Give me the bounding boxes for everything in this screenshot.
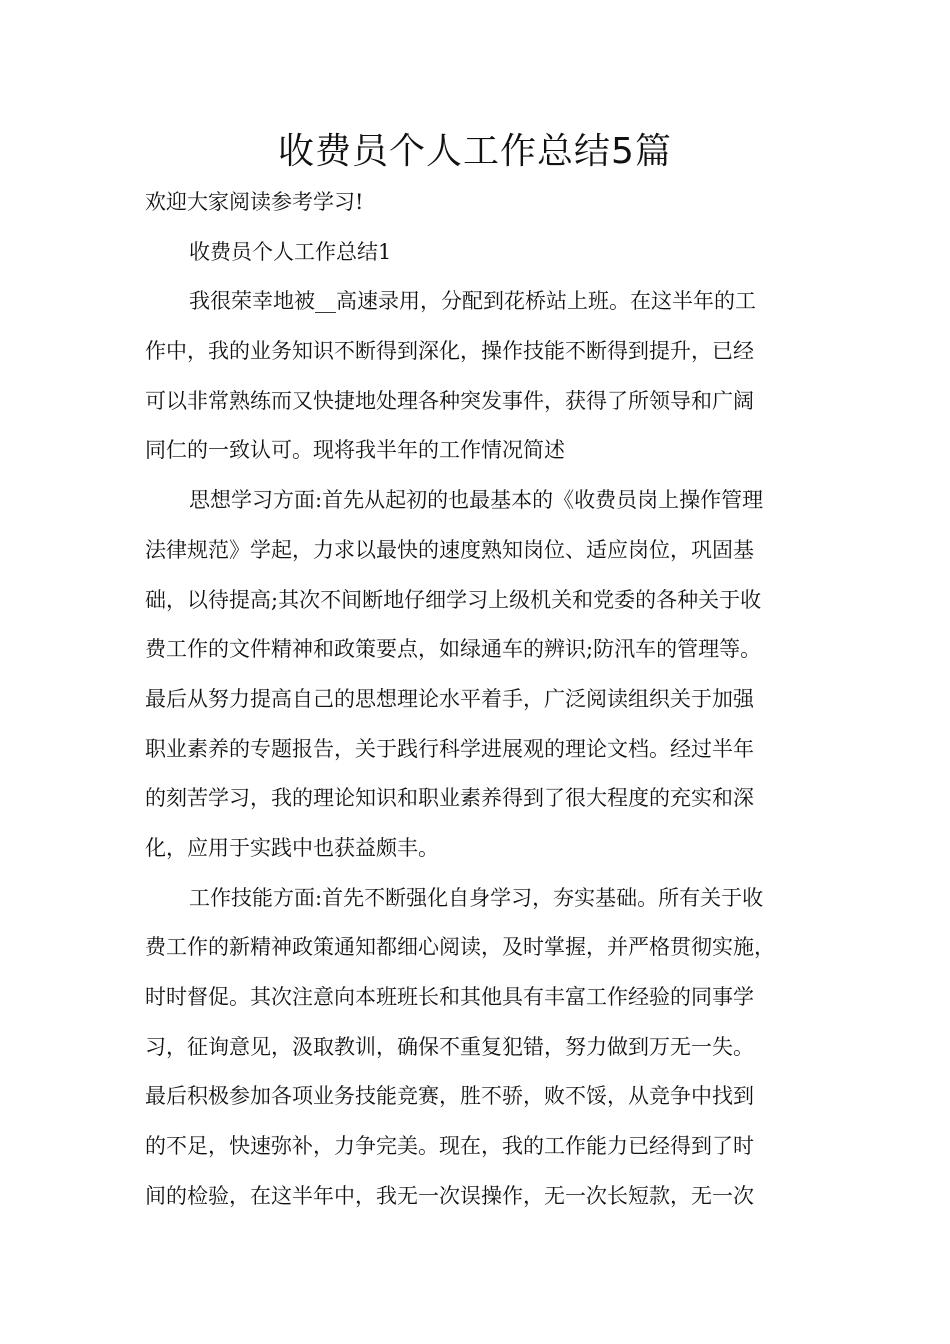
text-line: 我很荣幸地被__高速录用，分配到花桥站上班。在这半年的工 [189,289,756,314]
text-line: 间的检验，在这半年中，我无一次误操作，无一次长短款，无一次 [145,1183,754,1208]
text-line: 的不足，快速弥补，力争完美。现在，我的工作能力已经得到了时 [145,1134,754,1159]
text-line: 收费员个人工作总结1 [189,239,392,264]
document-body [145,178,825,1221]
text-line: 欢迎大家阅读参考学习! [145,190,364,214]
text-line: 最后积极参加各项业务技能竞赛，胜不骄，败不馁，从竞争中找到 [145,1084,754,1109]
text-line: 费工作的新精神政策通知都细心阅读，及时掌握，并严格贯彻实施， [145,935,775,960]
text-line: 作中，我的业务知识不断得到深化，操作技能不断得到提升，已经 [145,339,754,364]
text-line: 础，以待提高;其次不间断地仔细学习上级机关和党委的各种关于收 [145,587,762,612]
text-line: 习，征询意见，汲取教训，确保不重复犯错，努力做到万无一失。 [145,1034,754,1059]
text-line: 化，应用于实践中也获益颇丰。 [145,835,439,860]
text-line: 同仁的一致认可。现将我半年的工作情况简述 [145,438,565,463]
text-line: 工作技能方面:首先不断强化自身学习，夯实基础。所有关于收 [189,885,764,910]
document-title: 收费员个人工作总结5篇 [278,131,672,172]
text-line: 可以非常熟练而又快捷地处理各种突发事件，获得了所领导和广阔 [145,388,754,413]
text-line: 思想学习方面:首先从起初的也最基本的《收费员岗上操作管理 [189,488,764,513]
text-line: 法律规范》学起，力求以最快的速度熟知岗位、适应岗位，巩固基 [145,537,754,562]
text-line: 的刻苦学习，我的理论知识和职业素养得到了很大程度的充实和深 [145,786,754,811]
text-line: 时时督促。其次注意向本班班长和其他具有丰富工作经验的同事学 [145,985,754,1009]
text-line: 费工作的文件精神和政策要点，如绿通车的辨识;防汛车的管理等。 [145,637,762,662]
text-line: 职业素养的专题报告，关于践行科学进展观的理论文档。经过半年 [145,736,754,761]
text-line: 最后从努力提高自己的思想理论水平着手，广泛阅读组织关于加强 [145,686,754,711]
